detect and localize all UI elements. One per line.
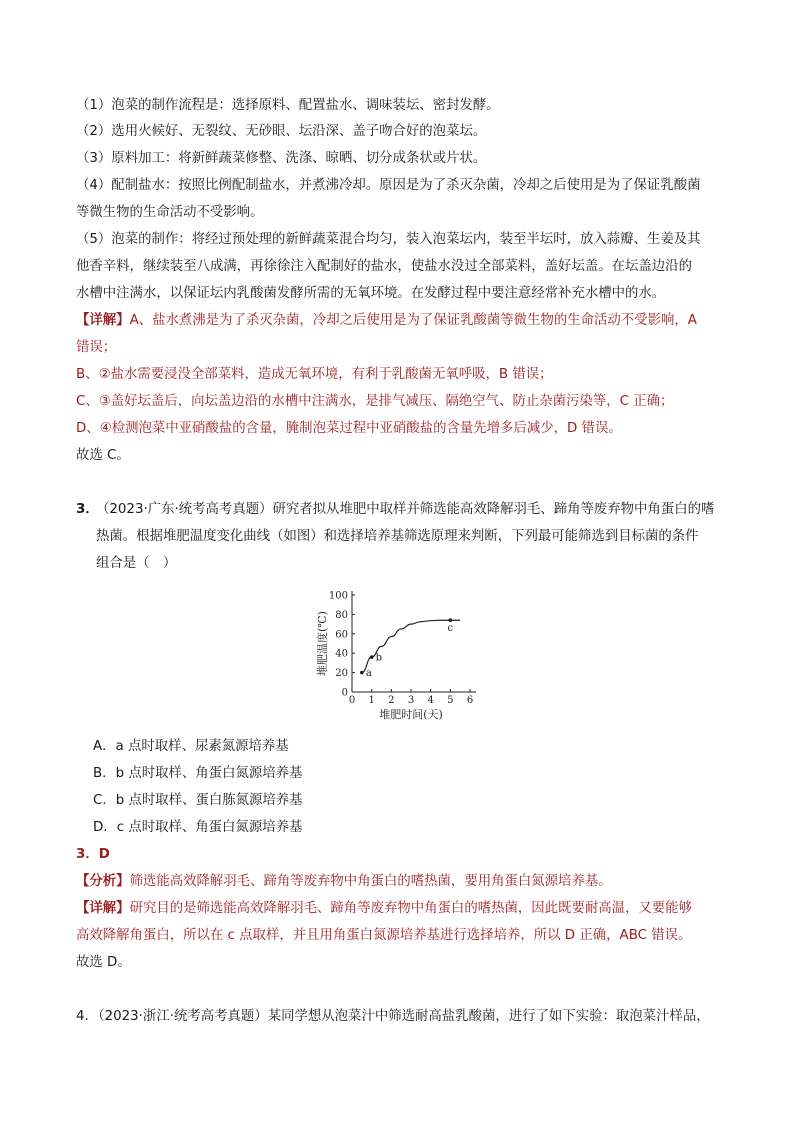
point-label-b: b [375,652,383,664]
detail-option-a: A、盐水煮沸是为了杀灭杂菌，冷却之后使用是为了保证乳酸菌等微生物的生命活动不受影响，A [129,313,697,328]
detail-option-a-cont: 错误； [76,340,117,355]
temperature-curve [362,620,460,672]
analysis-line-4a: （4）配制盐水：按照比例配制盐水，并煮沸冷却。原因是为了杀灭杂菌，冷却之后使用是为了保证乳酸菌 [76,178,701,193]
y-tick-label: 100 [328,590,348,602]
y-tick-label: 60 [335,629,348,641]
detail-option-d: D、④检测泡菜中亚硝酸盐的含量，腌制泡菜过程中亚硝酸盐的含量先增多后减少，D 错误。 [76,421,622,436]
q3-stem-2: 热菌。根据堆肥温度变化曲线（如图）和选择培养基筛选原理来判断，下列最可能筛选到目标菌的条件 [96,529,699,544]
q3-option-c: C．b 点时取样、蛋白胨氮源培养基 [93,793,303,808]
detail-option-b: B、②盐水需要浸没全部菜料，造成无氧环境，有利于乳酸菌无氧呼吸，B 错误； [76,367,553,382]
q3-answer: 3．D [76,847,110,862]
q3-stem-1: （2023·广东·统考高考真题）研究者拟从堆肥中取样并筛选能高效降解羽毛、蹄角等废弃物中角蛋白的嗜 [96,502,715,517]
q3-option-d: D．c 点时取样、角蛋白氮源培养基 [93,820,303,835]
y-tick-label: 0 [341,687,348,699]
y-tick-label: 80 [335,609,348,621]
analysis-line-1: （1）泡菜的制作流程是：选择原料、配置盐水、调味装坛、密封发酵。 [76,98,500,113]
y-tick-label: 40 [335,648,348,660]
q2-detail-line-1 [76,311,697,331]
q3-choose: 故选 D。 [76,955,131,970]
analysis-line-5b: 他香辛料，继续装至八成满，再徐徐注入配制好的盐水，使盐水没过全部菜料，盖好坛盖。在坛盖边沿的 [76,259,692,274]
analysis-line-5c: 水槽中注满水，以保证坛内乳酸菌发酵所需的无氧环境。在发酵过程中要注意经常补充水槽中的水。 [76,286,666,301]
point-a [360,671,364,675]
x-tick-label: 5 [447,695,454,706]
analysis-line-3: （3）原料加工：将新鲜蔬菜修整、洗涤、晾晒、切分成条状或片状。 [76,151,487,166]
detail-option-c: C、③盖好坛盖后，向坛盖边沿的水槽中注满水，是排气减压、隔绝空气、防止杂菌污染等，C 正确； [76,394,674,409]
analysis-tag: 【分析】 [76,874,130,889]
q3-detail-2: 高效降解角蛋白，所以在 c 点取样，并且用角蛋白氮源培养基进行选择培养，所以 D 正确，ABC 错误。 [76,928,692,943]
x-axis-label: 堆肥时间(天) [379,708,443,721]
detail-tag: 【详解】 [76,313,130,328]
q3-option-a: A．a 点时取样、尿素氮源培养基 [93,739,289,754]
detail-tag: 【详解】 [76,901,130,916]
q3-analysis [76,872,612,892]
q3-stem-3: 组合是（ ） [96,556,177,571]
point-label-c: c [447,623,454,635]
x-tick-label: 0 [348,695,356,706]
x-tick-label: 4 [427,695,434,706]
x-tick-label: 2 [388,695,395,706]
q3-option-b: B．b 点时取样、角蛋白氮源培养基 [93,766,303,781]
y-axis-label: 堆肥温度(℃) [316,611,329,676]
analysis-text: 筛选能高效降解羽毛、蹄角等废弃物中角蛋白的嗜热菌，要用角蛋白氮源培养基。 [129,874,612,889]
analysis-line-2: （2）选用火候好、无裂纹、无砂眼、坛沿深、盖子吻合好的泡菜坛。 [76,124,487,139]
x-tick-label: 3 [407,695,415,706]
x-tick-label: 6 [466,695,474,706]
analysis-line-5a: （5）泡菜的制作：将经过预处理的新鲜蔬菜混合均匀，装入泡菜坛内，装至半坛时，放入蒜瓣、生姜及其 [76,232,701,247]
temperature-chart [300,584,490,724]
point-label-a: a [365,668,372,680]
analysis-line-4b: 等微生物的生命活动不受影响。 [76,205,264,220]
q4-stem: 4．（2023·浙江·统考高考真题）某同学想从泡菜汁中筛选耐高盐乳酸菌，进行了如下实验：取泡菜汁样品， [76,1009,710,1024]
q2-choose: 故选 C。 [76,448,130,463]
detail-text: 研究目的是筛选能高效降解羽毛、蹄角等废弃物中角蛋白的嗜热菌，因此既要耐高温，又要能够 [129,901,692,916]
x-tick-label: 1 [368,695,375,706]
y-tick-label: 20 [335,668,348,680]
point-c [449,618,453,622]
q3-detail-1 [76,899,692,919]
q3-number: 3． [76,502,99,517]
point-b [370,655,374,659]
